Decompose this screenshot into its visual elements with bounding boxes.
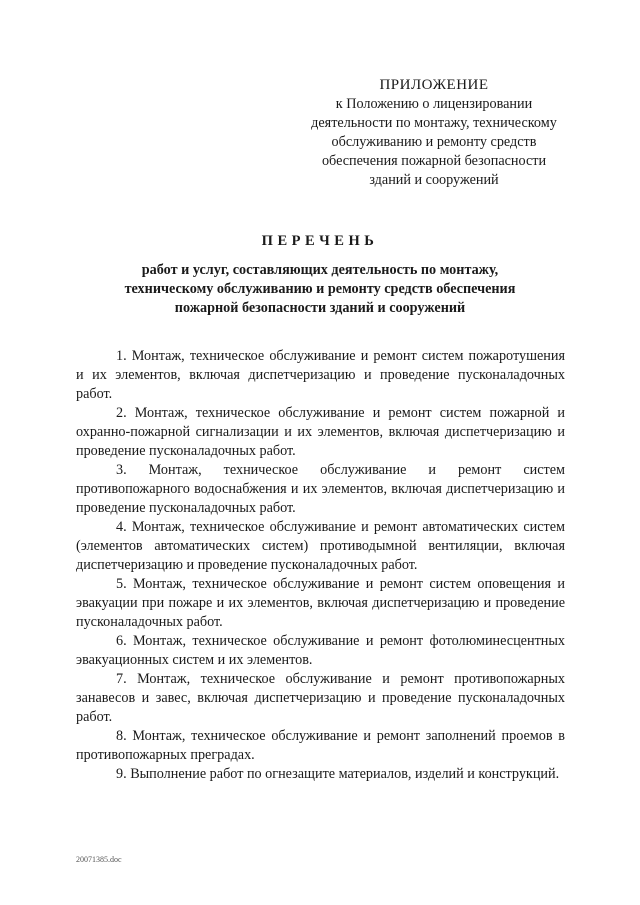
list-item: 2. Монтаж, техническое обслуживание и ремонт систем пожарной и охранно-пожарной сигнализации и их элементов, включая диспетчеризацию и проведение пусконаладочных работ. <box>76 405 565 459</box>
file-code: 20071385.doc <box>76 855 122 864</box>
appendix-line: обслуживанию и ремонту средств <box>331 134 537 150</box>
document-subtitle <box>90 261 550 318</box>
appendix-line: обеспечения пожарной безопасности <box>321 153 547 169</box>
list-item: 7. Монтаж, техническое обслуживание и ремонт противопожарных занавесов и завес, включая диспетчеризацию и проведение пусконаладочных работ. <box>76 671 565 725</box>
work-list <box>76 347 565 784</box>
list-item: 3. Монтаж, техническое обслуживание и ремонт систем противопожарного водоснабжения и их элементов, включая диспетчеризацию и проведение пусконаладочных работ. <box>76 462 565 516</box>
appendix-line: зданий и сооружений <box>369 172 499 188</box>
appendix-line: деятельности по монтажу, техническому <box>311 115 557 131</box>
subtitle-line: работ и услуг, составляющих деятельность по монтажу, <box>141 262 499 278</box>
list-item: 1. Монтаж, техническое обслуживание и ремонт систем пожаротушения и их элементов, включая диспетчеризацию и проведение пусконаладочных работ. <box>76 348 565 402</box>
subtitle-line: пожарной безопасности зданий и сооружений <box>174 300 466 316</box>
appendix-title: ПРИЛОЖЕНИЕ <box>379 77 489 93</box>
list-item: 5. Монтаж, техническое обслуживание и ремонт систем оповещения и эвакуации при пожаре и их элементов, включая диспетчеризацию и проведение пусконаладочных работ. <box>76 576 565 630</box>
list-item: 8. Монтаж, техническое обслуживание и ремонт заполнений проемов в противопожарных преградах. <box>76 728 565 763</box>
list-item: 6. Монтаж, техническое обслуживание и ремонт фотолюминесцентных эвакуационных систем и их элементов. <box>76 633 565 668</box>
document-title: ПЕРЕЧЕНЬ <box>261 233 379 249</box>
appendix-header <box>300 76 568 190</box>
list-item: 9. Выполнение работ по огнезащите материалов, изделий и конструкций. <box>116 766 560 782</box>
subtitle-line: техническому обслуживанию и ремонту средств обеспечения <box>124 281 516 297</box>
appendix-line: к Положению о лицензировании <box>335 96 533 112</box>
list-item: 4. Монтаж, техническое обслуживание и ремонт автоматических систем (элементов автоматических систем) противодымной вентиляции, включая диспетчеризацию и проведение пусконаладочных работ. <box>76 519 565 573</box>
